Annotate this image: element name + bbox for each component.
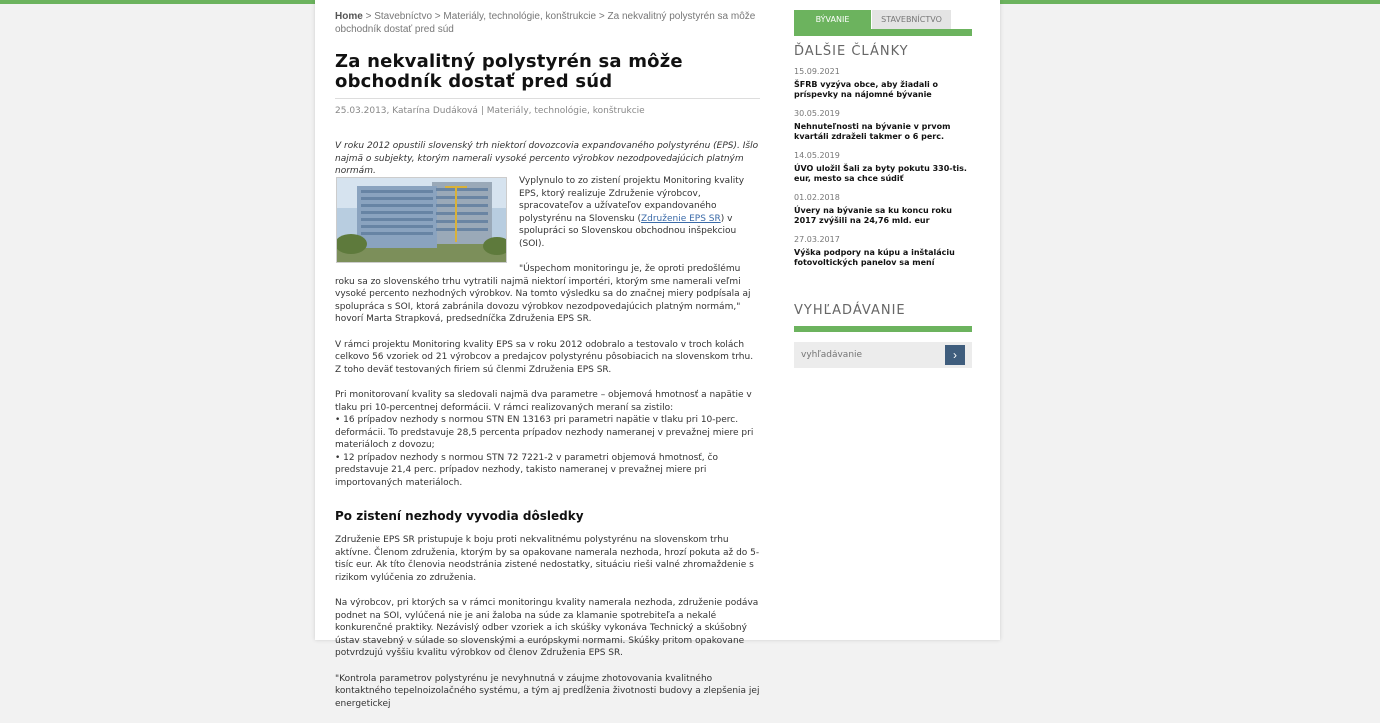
sidebar-tabs [794, 10, 972, 36]
search-section [794, 303, 972, 332]
article-meta: 25.03.2013, Katarína Dudáková | Materiály, technológie, konštrukcie [335, 98, 760, 116]
article-date: 25.03.2013 [335, 106, 387, 116]
search-button[interactable] [945, 345, 965, 365]
breadcrumb-current: Za nekvalitný polystyrén sa môže obchodník dostať pred súd [335, 11, 756, 35]
bullet-item: • 12 prípadov nezhody s normou STN 72 7221-2 v parametri objemová hmotnosť, čo predstavuje 21,4 perc. prípadov nezhody, takisto nameranej v prevažnej miere pri importovaných materiáloch. [335, 452, 718, 488]
news-title[interactable]: Výška podpory na kúpu a inštaláciu fotovoltických panelov sa mení [794, 248, 955, 267]
meta-separator: | [480, 106, 484, 116]
news-item[interactable] [794, 109, 972, 142]
tab-byvanie[interactable]: BÝVANIE [794, 10, 871, 29]
tab-stavebnictvo[interactable]: STAVEBNÍCTVO [872, 10, 951, 29]
page-title: Za nekvalitný polystyrén sa môže obchodník dostať pred súd [335, 51, 683, 92]
search-divider [794, 326, 972, 332]
paragraph-text: Vyplynulo to zo zistení projektu Monitoring kvality EPS, ktorý realizuje Združenie výrobcov, spracovateľov a užívateľov expandovaného polystyrénu na Slovensku ( [519, 176, 745, 224]
article-column [335, 10, 760, 709]
article-paragraph: Na výrobcov, pri ktorých sa v rámci monitoringu kvality namerala nezhoda, združenie podáva podnet na SOI, vylúčená nie je ani žaloba na súde za klamanie spotrebiteľa a nekalé konkurenčné praktiky. Nezávislý odber vzoriek a ich skúšky vykonáva Technický a skúšobný ústav stavebný v súlade so slovenskými a európskymi normami. Skúšky pritom opakovane potvrdzujú vyššiu kvalitu výrobkov od členov Združenia EPS SR. [335, 598, 759, 658]
breadcrumb-sep: > [365, 11, 372, 22]
search-box [794, 342, 972, 368]
news-date: 14.05.2019 [794, 151, 840, 160]
article-paragraph: Združenie EPS SR pristupuje k boju proti nekvalitnému polystyrénu na slovenskom trhu aktívne. Členom združenia, ktorým by sa opakovane namerala nezhoda, hrozí pokuta až do 5-tisíc eur. Ak títo členovia neodstránia zistené nedostatky, situáciu rieši valné zhromaždenie s rizikom vylúčenia zo združenia. [335, 535, 760, 583]
paragraph-text: ) v spolupráci so Slovenskou obchodnou inšpekciou (SOI). [519, 213, 737, 249]
news-item[interactable] [794, 193, 972, 226]
search-heading: VYHĽADÁVANIE [794, 303, 906, 318]
article-category[interactable]: Materiály, technológie, konštrukcie [486, 106, 645, 116]
breadcrumb-home[interactable]: Home [335, 11, 363, 22]
more-articles-heading: ĎALŠIE ČLÁNKY [794, 44, 909, 59]
sidebar [794, 10, 972, 362]
article-lead: V roku 2012 opustili slovenský trh niektorí dovozcovia expandovaného polystyrénu (EPS). Išlo najmä o subjekty, ktorým namerali vysoké percento výrobkov nezodpovedajúcich platným normám. [335, 141, 759, 176]
search-input[interactable] [794, 342, 948, 368]
news-date: 01.02.2018 [794, 193, 840, 202]
news-list [794, 67, 972, 268]
news-date: 15.09.2021 [794, 67, 840, 76]
news-title[interactable]: ŠFRB vyzýva obce, aby žiadali o príspevky na nájomné bývanie [794, 80, 938, 99]
article-paragraph: "Úspechom monitoringu je, že oproti predošlému roku sa zo slovenského trhu vytratili najmä niektorí importéri, ktorým sme namerali veľmi vysoké percento nezhodných výrobkov. Na tomto výsledku sa do značnej miery podpísala aj spolupráca s SOI, ktorá zabránila dovozu výrobkov nezodpovedajúcich platným normám," hovorí Marta Strapková, predsedníčka Združenia EPS SR. [335, 264, 751, 324]
news-title[interactable]: ÚVO uložil Šali za byty pokutu 330-tis. eur, mesto sa chce súdiť [794, 164, 967, 183]
news-item[interactable] [794, 151, 972, 184]
paragraph-text: Pri monitorovaní kvality sa sledovali najmä dva parametre – objemová hmotnosť a napätie v tlaku pri 10-percentnej deformácii. V rámci realizovaných meraní sa zistilo: [335, 390, 752, 413]
breadcrumb-item[interactable]: Materiály, technológie, konštrukcie [443, 11, 597, 22]
article-image[interactable] [336, 177, 507, 263]
page-container [315, 0, 1000, 709]
news-item[interactable] [794, 235, 972, 268]
news-date: 27.03.2017 [794, 235, 840, 244]
breadcrumb [335, 10, 760, 36]
article-subheading: Po zistení nezhody vyvodia dôsledky [335, 509, 584, 523]
bullet-item: • 16 prípadov nezhody s normou STN EN 13163 pri parametri napätie v tlaku pri 10-perc. deformácii. To predstavuje 28,5 percenta prípadov nezhody nameranej v prevažnej miere pri materiáloch z dovozu; [335, 415, 754, 450]
news-title[interactable]: Úvery na bývanie sa ku koncu roku 2017 zvýšili na 24,76 mld. eur [794, 206, 952, 225]
building-photo [337, 178, 506, 262]
news-date: 30.05.2019 [794, 109, 840, 118]
breadcrumb-sep: > [598, 11, 605, 22]
article-paragraph: V rámci projektu Monitoring kvality EPS sa v roku 2012 odobralo a testovalo v troch kolách celkovo 56 vzoriek od 21 výrobcov a predajcov polystyrénu pôsobiacich na slovenskom trhu. Z toho deväť testovaných firiem sú členmi Združenia EPS SR. [335, 339, 754, 375]
article-paragraph: "Kontrola parametrov polystyrénu je nevyhnutná v záujme zhotovovania kvalitného kontaktného tepelnoizolačného systému, a tým aj predĺženia životnosti budovy a zlepšenia jej energetickej [335, 673, 760, 709]
news-title[interactable]: Nehnuteľnosti na bývanie v prvom kvartáli zdraželi takmer o 6 perc. [794, 122, 951, 141]
article-author[interactable]: Katarína Dudáková [392, 106, 478, 116]
news-item[interactable] [794, 67, 972, 100]
breadcrumb-item[interactable]: Stavebníctvo [374, 11, 433, 22]
breadcrumb-sep: > [434, 11, 441, 22]
eps-association-link[interactable]: Združenie EPS SR [640, 213, 721, 224]
article-paragraph [335, 389, 760, 489]
chevron-right-icon: › [953, 348, 957, 362]
